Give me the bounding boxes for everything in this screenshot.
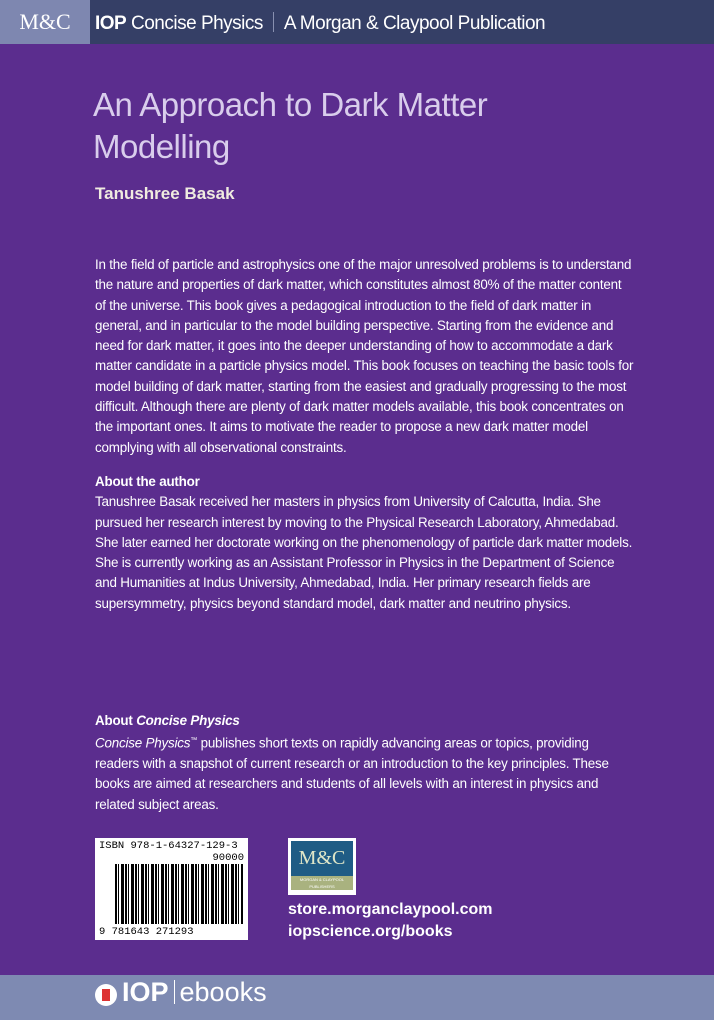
book-title: An Approach to Dark Matter Modelling <box>93 86 488 165</box>
series-name: Concise Physics <box>131 13 263 34</box>
footer-iop: IOP <box>122 977 169 1007</box>
about-author-heading: About the author <box>95 474 200 489</box>
header-bar <box>0 0 714 44</box>
footer-brand <box>122 977 267 1008</box>
series-italic: Concise Physics <box>95 735 191 751</box>
isbn-barcode <box>95 838 248 940</box>
description: In the field of particle and astrophysics one of the major unresolved problems is to understand the nature and properties of dark matter, which constitutes almost 80% of the matter content of the universe. This book gives a pedagogical introduction to the field of dark matter in general, and in particular to the model building perspective. Starting from the evidence and need for dark matter, it goes into the deeper understanding of how to accommodate a dark matter candidate in a particle physics model. This book focuses on teaching the basic tools for model building of dark matter, starting from the easiest and gradually progressing to the most difficult. Although there are plenty of dark matter models available, this book concentrates on the important ones. It aims to motivate the reader to propose a new dark matter model complying with all observational constraints. <box>95 257 634 455</box>
barcode-bars <box>115 864 243 924</box>
trademark: ™ <box>190 737 198 745</box>
about-series <box>95 711 635 815</box>
book-icon <box>95 984 117 1006</box>
heading-italic: Concise Physics <box>136 713 240 728</box>
publisher-logo <box>288 838 356 895</box>
barcode-number: 9 781643 271293 <box>99 926 194 938</box>
about-author-text: Tanushree Basak received her masters in physics from University of Calcutta, India. She pursued her research interest by moving to the Physical Research Laboratory, Ahmedabad. She later earned her doctorate working on the phenomenology of particle dark matter models. She is currently working as an Assistant Professor in Physics in the Department of Science and Humanities at Indus University, Ahmedabad, India. Her primary research fields are supersymmetry, physics beyond standard model, dark matter and neutrino physics. <box>95 494 633 611</box>
mc-logo: M&C <box>0 0 90 44</box>
publisher-name: A Morgan & Claypool Publication <box>283 13 546 34</box>
about-series-heading <box>95 711 635 731</box>
about-series-text <box>95 731 635 815</box>
about-author <box>95 472 635 614</box>
footer-divider <box>174 980 175 1004</box>
iop-label: IOP <box>95 13 127 34</box>
barcode-addon: 90000 <box>212 852 244 864</box>
logo-band: MORGAN & CLAYPOOL PUBLISHERS <box>291 876 353 890</box>
isbn-text: ISBN 978-1-64327-129-3 <box>99 840 238 852</box>
footer-ebooks: ebooks <box>179 977 267 1007</box>
heading-prefix: About <box>95 713 137 728</box>
book-author: Tanushree Basak <box>95 184 235 203</box>
iopscience-link[interactable]: iopscience.org/books <box>288 923 453 940</box>
series-line <box>95 12 545 35</box>
store-link[interactable]: store.morganclaypool.com <box>288 901 493 918</box>
series-text: publishes short texts on rapidly advancing areas or topics, providing readers with a snapshot of current research or an introduction to the key principles. These books are aimed at researchers and students of all levels with an interest in physics and related subject areas. <box>95 735 609 812</box>
logo-mark: M&C <box>291 841 353 876</box>
divider <box>273 12 274 32</box>
